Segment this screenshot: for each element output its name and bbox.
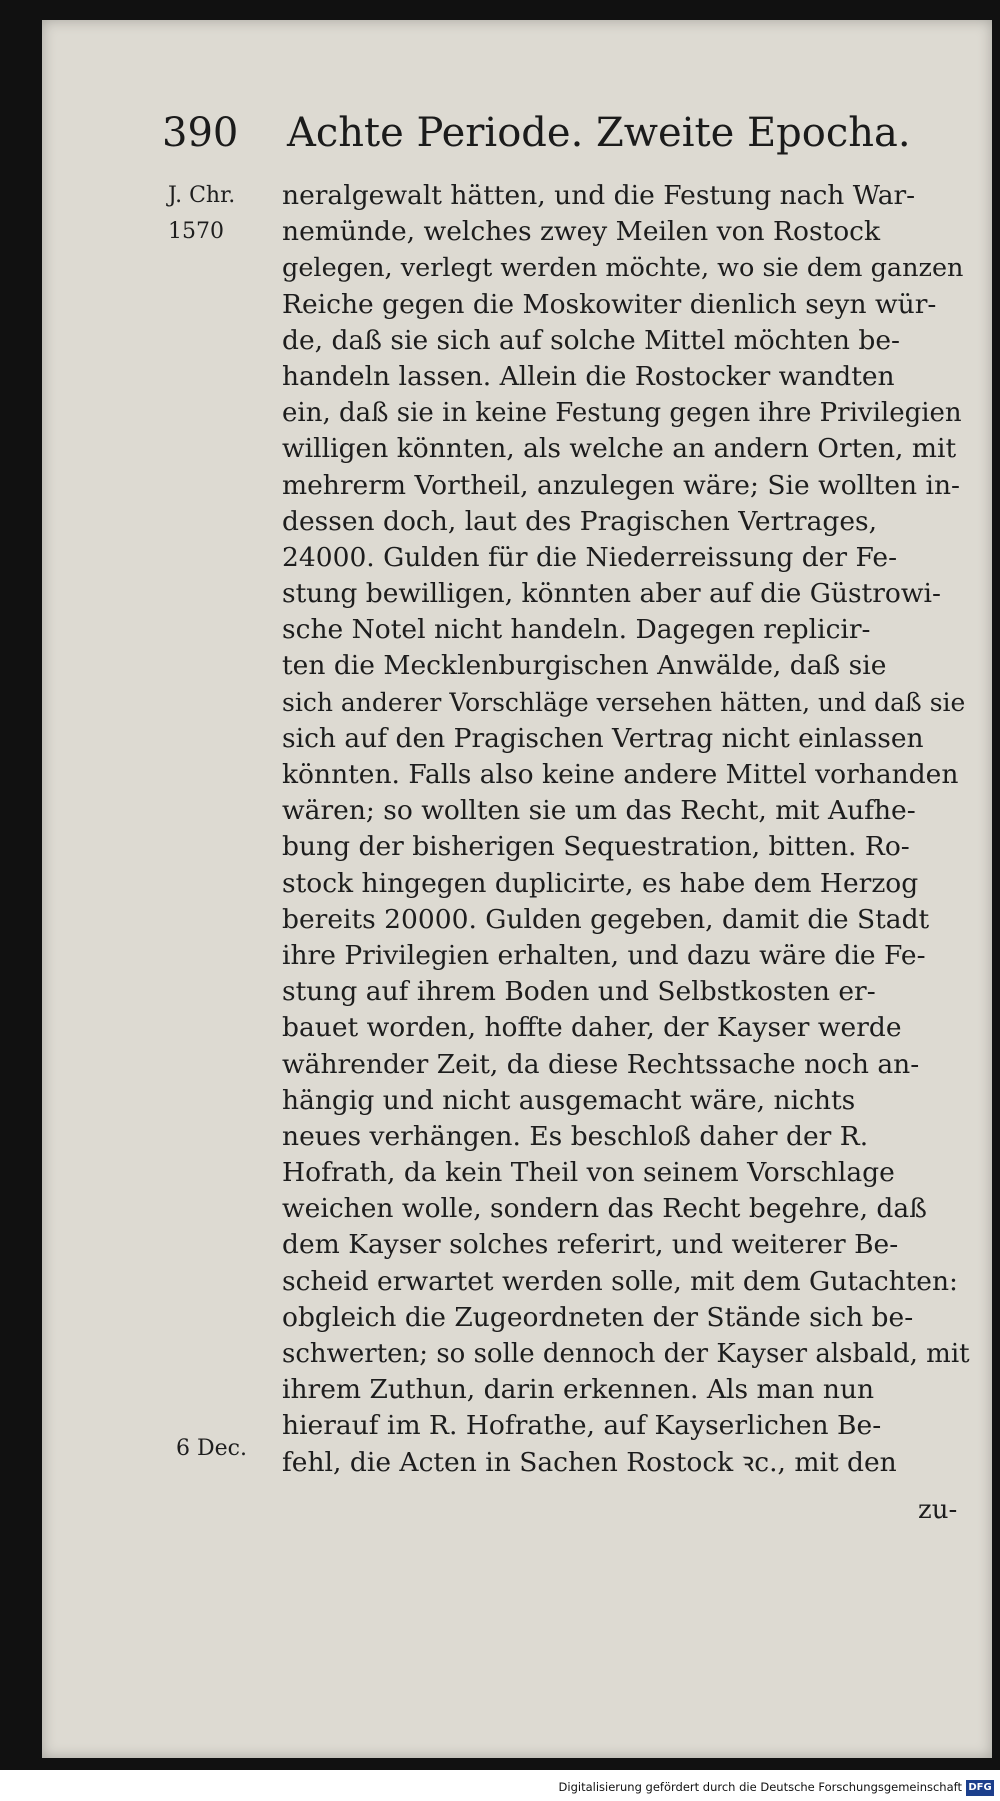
text-line: ein, daß sie in keine Festung gegen ihre Privilegien: [282, 398, 962, 429]
text-line: stung auf ihrem Boden und Selbstkosten er-: [282, 976, 876, 1008]
margin-note-date: 6 Dec.: [176, 1436, 247, 1461]
text-line: stung bewilligen, könnten aber auf die Güstrowi-: [282, 578, 941, 610]
text-line: scheid erwartet werden solle, mit dem Gutachten:: [282, 1265, 958, 1297]
text-line: gelegen, verlegt werden möchte, wo sie dem ganzen: [282, 253, 964, 284]
text-line: dem Kayser solches referirt, und weiterer Be-: [282, 1229, 899, 1261]
text-line: obgleich die Zugeordneten der Stände sich be-: [282, 1301, 914, 1333]
text-line: wären; so wollten sie um das Recht, mit Aufhe-: [282, 795, 916, 827]
digitization-footer: [0, 1778, 1000, 1801]
text-line: neues verhängen. Es beschloß daher der R.: [282, 1120, 869, 1152]
text-line: dessen doch, laut des Pragischen Vertrages,: [282, 505, 878, 537]
text-line: fehl, die Acten in Sachen Rostock ꝛc., mit den: [282, 1446, 897, 1478]
text-line: de, daß sie sich auf solche Mittel möchten be-: [282, 324, 901, 356]
text-line: Reiche gegen die Moskowiter dienlich seyn wür-: [282, 288, 937, 320]
text-line: ten die Mecklenburgischen Anwälde, daß sie: [282, 650, 887, 682]
text-line: mehrerm Vortheil, anzulegen wäre; Sie wollten in-: [282, 469, 960, 501]
dfg-logo-icon: DFG: [966, 1780, 994, 1796]
text-line: neralgewalt hätten, und die Festung nach War-: [282, 180, 916, 211]
text-line: könnten. Falls also keine andere Mittel vorhanden: [282, 759, 959, 790]
margin-note-year: J. Chr. 1570: [168, 183, 236, 244]
page-number: 390: [162, 110, 239, 156]
catchword: zu-: [918, 1495, 958, 1525]
text-line: bung der bisherigen Sequestration, bitten. Ro-: [282, 831, 910, 863]
text-line: ihre Privilegien erhalten, und dazu wäre die Fe-: [282, 939, 926, 971]
text-line: stock hingegen duplicirte, es habe dem Herzog: [282, 867, 919, 899]
text-line: bauet worden, hoffte daher, der Kayser werde: [282, 1012, 902, 1044]
page-header: [162, 110, 911, 170]
text-line: weichen wolle, sondern das Recht begehre, daß: [282, 1193, 927, 1225]
text-line: schwerten; so solle dennoch der Kayser alsbald, mit: [282, 1339, 970, 1369]
running-head: Achte Periode. Zweite Epocha.: [287, 110, 911, 156]
text-line: sich anderer Vorschläge versehen hätten, und daß sie: [282, 687, 966, 717]
text-line: nemünde, welches zwey Meilen von Rostock: [282, 216, 881, 248]
text-line: hierauf im R. Hofrathe, auf Kayserlichen Be-: [282, 1410, 882, 1442]
text-line: sich auf den Pragischen Vertrag nicht einlassen: [282, 722, 924, 754]
text-line: handeln lassen. Allein die Rostocker wandten: [282, 360, 895, 392]
body-text: [282, 178, 972, 1481]
text-line: 24000. Gulden für die Niederreissung der Fe-: [282, 541, 898, 573]
text-line: währender Zeit, da diese Rechtssache noch an-: [282, 1048, 920, 1080]
text-line: hängig und nicht ausgemacht wäre, nichts: [282, 1084, 856, 1116]
text-line: willigen könnten, als welche an andern Orten, mit: [282, 433, 957, 465]
footer-credit: Digitalisierung gefördert durch die Deutsche Forschungsgemeinschaft: [558, 1780, 962, 1794]
text-line: Hofrath, da kein Theil von seinem Vorschlage: [282, 1157, 895, 1189]
text-line: sche Notel nicht handeln. Dagegen replicir-: [282, 614, 871, 646]
text-line: ihrem Zuthun, darin erkennen. Als man nun: [282, 1374, 875, 1406]
text-line: bereits 20000. Gulden gegeben, damit die Stadt: [282, 903, 930, 935]
